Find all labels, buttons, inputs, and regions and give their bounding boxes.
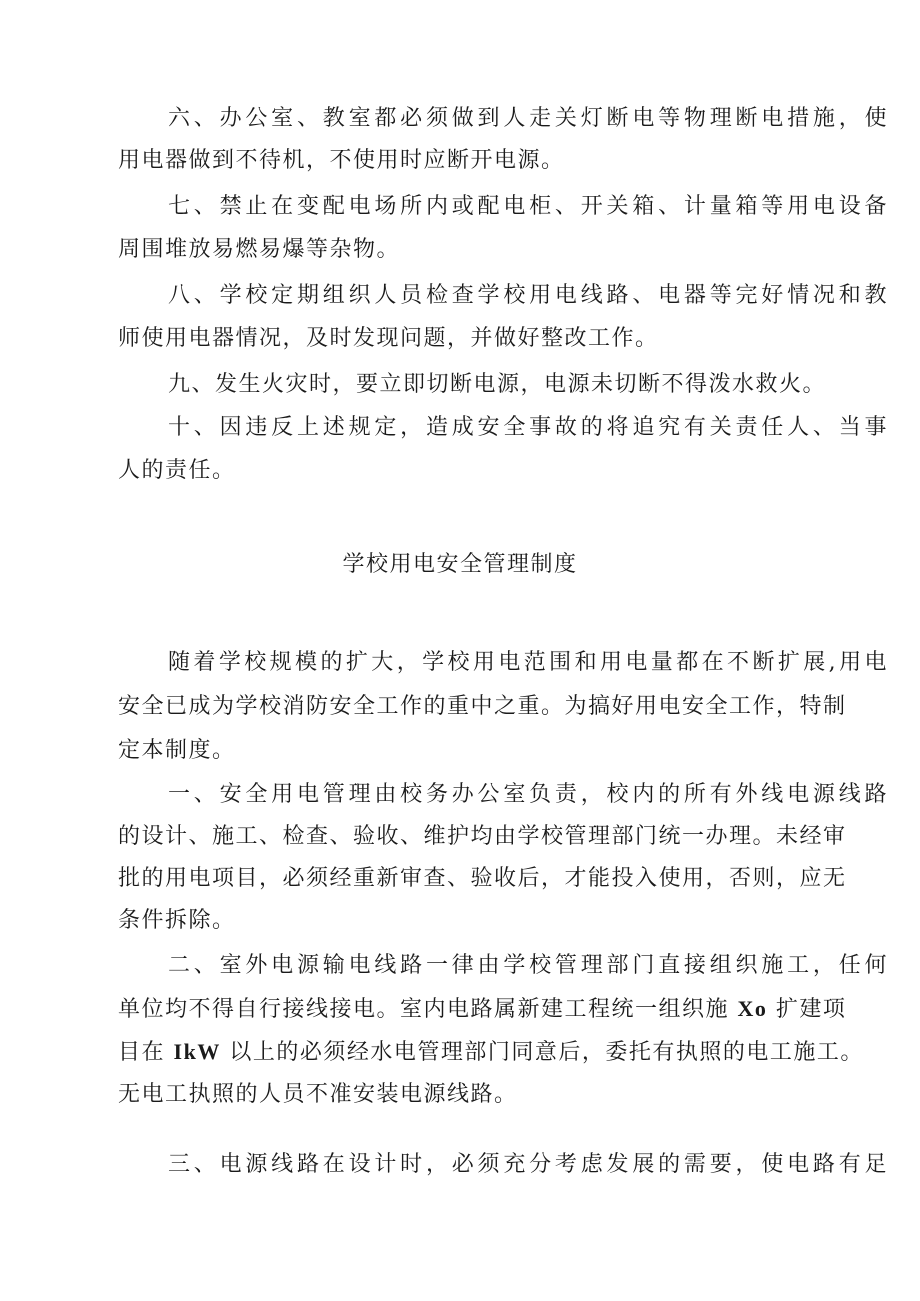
- paragraph-line: 八、学校定期组织人员检查学校用电线路、电器等完好情况和教: [168, 283, 888, 308]
- line-segment: 目在: [118, 1040, 166, 1065]
- line-segment: 以上的必须经水电管理部门同意后，委托有执照的电工施工。: [229, 1040, 864, 1065]
- paragraph-line: [118, 994, 847, 1025]
- paragraph-line: 条件拆除。: [118, 908, 236, 933]
- paragraph-line: 批的用电项目，必须经重新审查、验收后，才能投入使用，否则，应无: [118, 866, 847, 891]
- section-title: 学校用电安全管理制度: [342, 552, 578, 577]
- line-segment: 扩建项: [775, 997, 847, 1022]
- paragraph-line: 安全已成为学校消防安全工作的重中之重。为搞好用电安全工作，特制: [118, 694, 847, 719]
- line-segment: 单位均不得自行接线接电。室内电路属新建工程统一组织施: [118, 997, 730, 1022]
- paragraph-line: 一、安全用电管理由校务办公室负责，校内的所有外线电源线路: [168, 782, 888, 807]
- line-segment: Xo: [737, 996, 768, 1021]
- paragraph-line: 二、室外电源输电线路一律由学校管理部门直接组织施工，任何: [168, 953, 888, 978]
- paragraph-line: 九、发生火灾时，要立即切断电源，电源未切断不得泼水救火。: [168, 372, 827, 397]
- paragraph-line: 随着学校规模的扩大，学校用电范围和用电量都在不断扩展,用电: [168, 650, 888, 675]
- paragraph-line: 七、禁止在变配电场所内或配电柜、开关箱、计量箱等用电设备: [168, 194, 888, 219]
- paragraph-line: 周围堆放易燃易爆等杂物。: [118, 237, 401, 262]
- paragraph-line: 用电器做到不待机，不使用时应断开电源。: [118, 148, 565, 173]
- paragraph-line: 师使用电器情况，及时发现问题，并做好整改工作。: [118, 326, 659, 351]
- paragraph-line: 十、因违反上述规定，造成安全事故的将追究有关责任人、当事: [168, 415, 888, 440]
- paragraph-line: 三、电源线路在设计时，必须充分考虑发展的需要，使电路有足: [168, 1152, 888, 1177]
- paragraph-line: [118, 1037, 864, 1068]
- line-segment: IkW: [173, 1039, 221, 1064]
- paragraph-line: 六、办公室、教室都必须做到人走关灯断电等物理断电措施，使: [168, 106, 888, 131]
- paragraph-line: 无电工执照的人员不准安装电源线路。: [118, 1082, 518, 1107]
- paragraph-line: 人的责任。: [118, 458, 236, 483]
- paragraph-line: 的设计、施工、检查、验收、维护均由学校管理部门统一办理。未经审: [118, 824, 847, 849]
- paragraph-line: 定本制度。: [118, 738, 236, 763]
